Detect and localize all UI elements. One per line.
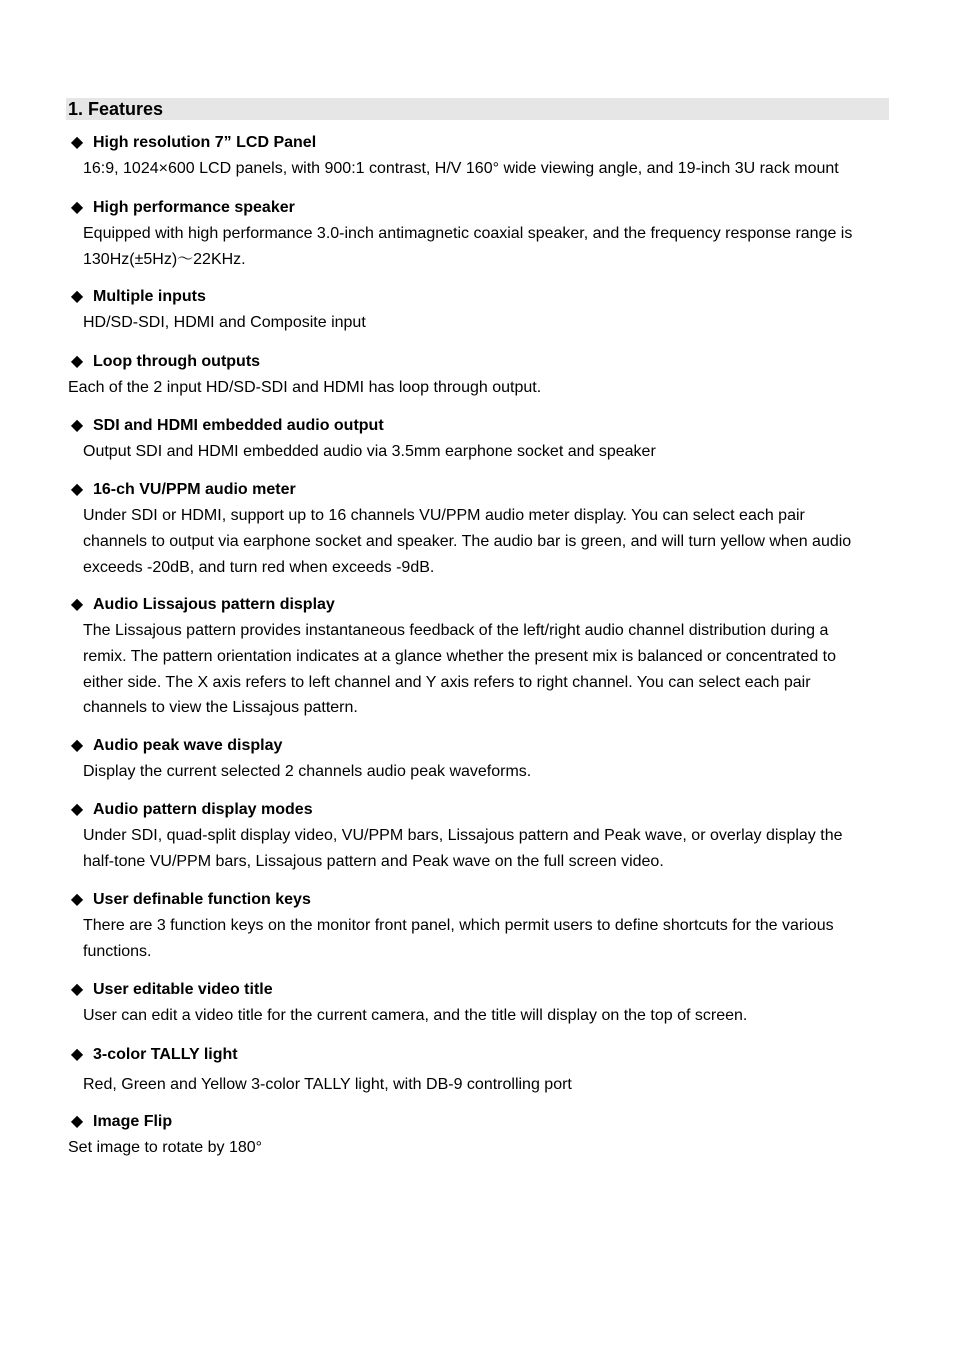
feature-heading — [68, 353, 890, 379]
feature-item — [68, 1046, 890, 1098]
feature-heading — [68, 417, 890, 443]
feature-title: Audio Lissajous pattern display — [93, 596, 335, 613]
description-line: Output SDI and HDMI embedded audio via 3.5mm earphone socket and speaker — [83, 443, 656, 460]
diamond-bullet-icon: ◆ — [70, 981, 84, 998]
description-line: Red, Green and Yellow 3-color TALLY light, with DB-9 controlling port — [83, 1076, 572, 1093]
diamond-bullet-icon: ◆ — [70, 353, 84, 370]
diamond-bullet-icon: ◆ — [70, 134, 84, 151]
feature-title: Audio pattern display modes — [93, 801, 313, 818]
feature-title: 3-color TALLY light — [93, 1046, 238, 1063]
diamond-bullet-icon: ◆ — [70, 737, 84, 754]
feature-item — [68, 134, 890, 182]
feature-description — [68, 503, 890, 580]
description-line: Each of the 2 input HD/SD-SDI and HDMI has loop through output. — [68, 379, 542, 396]
feature-item — [68, 199, 890, 273]
feature-description — [68, 823, 890, 875]
description-line: User can edit a video title for the current camera, and the title will display on the top of screen. — [83, 1007, 748, 1024]
feature-item — [68, 801, 890, 875]
description-line: 130Hz(±5Hz)～22KHz. — [83, 250, 246, 268]
feature-title: User editable video title — [93, 981, 273, 998]
feature-heading — [68, 596, 890, 622]
description-line: either side. The X axis refers to left channel and Y axis refers to right channel. You can select each pair — [83, 673, 811, 691]
feature-heading — [68, 1046, 890, 1072]
description-line: Under SDI, quad-split display video, VU/PPM bars, Lissajous pattern and Peak wave, or overlay display the — [83, 827, 843, 844]
description-line: There are 3 function keys on the monitor front panel, which permit users to define shortcuts for the various — [83, 917, 834, 934]
feature-title: Multiple inputs — [93, 288, 206, 305]
feature-title: Loop through outputs — [93, 353, 261, 370]
diamond-bullet-icon: ◆ — [70, 1113, 84, 1130]
description-line: Equipped with high performance 3.0-inch antimagnetic coaxial speaker, and the frequency response range is — [83, 225, 853, 242]
feature-description — [68, 1072, 890, 1098]
feature-item — [68, 353, 890, 401]
description-line: channels to view the Lissajous pattern. — [83, 699, 358, 717]
feature-heading — [68, 737, 890, 763]
feature-title: High resolution 7” LCD Panel — [93, 134, 317, 151]
feature-item — [68, 737, 890, 785]
section-title: 1. Features — [68, 99, 164, 119]
feature-description — [68, 913, 890, 965]
diamond-bullet-icon: ◆ — [70, 891, 84, 908]
feature-item — [68, 596, 890, 721]
diamond-bullet-icon: ◆ — [70, 199, 84, 216]
feature-heading — [68, 801, 890, 827]
description-line: Under SDI or HDMI, support up to 16 channels VU/PPM audio meter display. You can select each pair — [83, 507, 805, 524]
feature-heading — [68, 1113, 890, 1139]
feature-item — [68, 1113, 890, 1161]
description-line: HD/SD-SDI, HDMI and Composite input — [83, 314, 366, 331]
feature-item — [68, 481, 890, 580]
feature-item — [68, 981, 890, 1029]
feature-heading — [68, 481, 890, 507]
feature-description — [68, 618, 890, 721]
feature-title: High performance speaker — [93, 199, 295, 216]
feature-item — [68, 288, 890, 336]
diamond-bullet-icon: ◆ — [70, 1046, 84, 1063]
feature-title: Audio peak wave display — [93, 737, 283, 754]
feature-description — [68, 221, 890, 273]
description-line: exceeds -20dB, and turn red when exceeds -9dB. — [83, 558, 435, 576]
diamond-bullet-icon: ◆ — [70, 596, 84, 613]
diamond-bullet-icon: ◆ — [70, 288, 84, 305]
feature-heading — [68, 981, 890, 1007]
feature-item — [68, 891, 890, 965]
feature-item — [68, 417, 890, 465]
description-line: 16:9, 1024×600 LCD panels, with 900:1 contrast, H/V 160° wide viewing angle, and 19-inch 3U rack mount — [83, 160, 839, 177]
feature-heading — [68, 891, 890, 917]
section-header-bar — [66, 98, 889, 120]
feature-heading — [68, 134, 890, 160]
diamond-bullet-icon: ◆ — [70, 417, 84, 434]
diamond-bullet-icon: ◆ — [70, 801, 84, 818]
feature-heading — [68, 288, 890, 314]
feature-title: User definable function keys — [93, 891, 311, 908]
feature-title: SDI and HDMI embedded audio output — [93, 417, 384, 434]
diamond-bullet-icon: ◆ — [70, 481, 84, 498]
description-line: Display the current selected 2 channels audio peak waveforms. — [83, 763, 532, 780]
description-line: channels to output via earphone socket and speaker. The audio bar is green, and will turn yellow when audio — [83, 532, 852, 550]
description-line: The Lissajous pattern provides instantaneous feedback of the left/right audio channel distribution during a — [83, 622, 829, 639]
description-line: remix. The pattern orientation indicates at a glance whether the present mix is balanced or concentrated to — [83, 647, 837, 665]
description-line: half-tone VU/PPM bars, Lissajous pattern and Peak wave on the full screen video. — [83, 852, 664, 870]
description-line: functions. — [83, 942, 152, 960]
feature-title: Image Flip — [93, 1113, 173, 1130]
feature-title: 16-ch VU/PPM audio meter — [93, 481, 296, 498]
feature-heading — [68, 199, 890, 225]
description-line: Set image to rotate by 180° — [68, 1139, 263, 1156]
